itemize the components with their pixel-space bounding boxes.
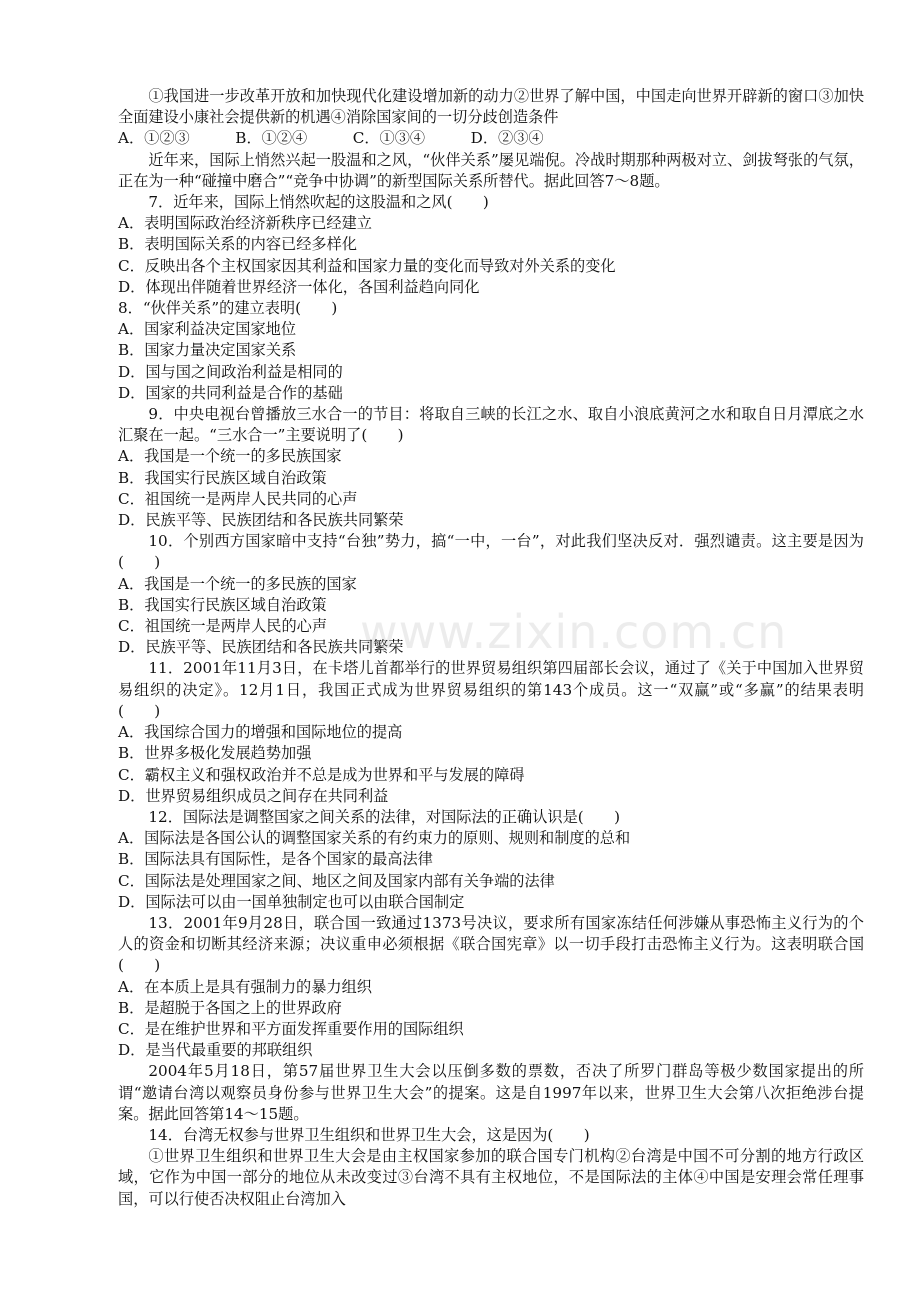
text-line: 2004年5月18日，第57届世界卫生大会以压倒多数的票数，否决了所罗门群岛等极少数国家提出的所谓“邀请台湾以观察员身份参与世界卫生大会”的提案。这是自1997年以来，世界卫生大会第八次拒绝涉台提案。据此回答第14～15题。 [118, 1062, 864, 1123]
text-line: D．体现出伴随着世界经济一体化，各国利益趋向同化 [118, 277, 480, 296]
text-line: A．我国是一个统一的多民族的国家 [118, 574, 357, 593]
text-line: 10．个别西方国家暗中支持“台独”势力，搞“一中，一台”，对此我们坚决反对．强烈谴责。这主要是因为( ) [118, 532, 864, 572]
text-line: 8．“伙伴关系”的建立表明( ) [118, 299, 338, 318]
text-line: A．我国是一个统一的多民族国家 [118, 447, 342, 466]
text-line: B．我国实行民族区域自治政策 [118, 595, 327, 614]
text-line: B．是超脱于各国之上的世界政府 [118, 998, 342, 1017]
text-line: B．国家力量决定国家关系 [118, 341, 297, 360]
text-line: D．是当代最重要的邦联组织 [118, 1041, 313, 1060]
text-line: A．表明国际政治经济新秩序已经建立 [118, 214, 372, 233]
text-line: ①世界卫生组织和世界卫生大会是由主权国家参加的联合国专门机构②台湾是中国不可分割的地方行政区域，它作为中国一部分的地位从未改变过③台湾不具有主权地位，不是国际法的主体④中国是安理会常任理事国，可以行使否决权阻止台湾加入 [118, 1147, 864, 1208]
text-line: B．表明国际关系的内容已经多样化 [118, 235, 357, 254]
text-line: 7．近年来，国际上悄然吹起的这股温和之风( ) [148, 193, 489, 212]
watermark: www.zixin.com.cn [360, 605, 788, 659]
text-line: D．世界贸易组织成员之间存在共同利益 [118, 786, 389, 805]
text-line: A．①②③ B．①②④ C．①③④ D．②③④ [118, 129, 544, 148]
text-line: D．民族平等、民族团结和各民族共同繁荣 [118, 511, 404, 530]
text-line: A．在本质上是具有强制力的暴力组织 [118, 977, 372, 996]
text-line: B．世界多极化发展趋势加强 [118, 744, 312, 763]
text-line: A．我国综合国力的增强和国际地位的提高 [118, 723, 403, 742]
text-line: 12．国际法是调整国家之间关系的法律，对国际法的正确认识是( ) [148, 807, 621, 826]
text-line: C．祖国统一是两岸人民的心声 [118, 617, 328, 636]
text-line: 9．中央电视台曾播放三水合一的节目：将取自三峡的长江之水、取自小浪底黄河之水和取自日月潭底之水汇聚在一起。“三水合一”主要说明了( ) [118, 405, 864, 445]
text-line: A．国际法是各国公认的调整国家关系的有约束力的原则、规则和制度的总和 [118, 829, 631, 848]
text-line: B．国际法具有国际性，是各个国家的最高法律 [118, 850, 433, 869]
text-line: D．国家的共同利益是合作的基础 [118, 383, 343, 402]
text-line: C．国际法是处理国家之间、地区之间及国家内部有关争端的法律 [118, 871, 555, 890]
text-line: 11．2001年11月3日，在卡塔儿首都举行的世界贸易组织第四届部长会议，通过了《关于中国加入世界贸易组织的决定》。12月1日，我国正式成为世界贸易组织的第143个成员。这一“双赢”或“多赢”的结果表明( ) [118, 659, 864, 720]
text-line: ①我国进一步改革开放和加快现代化建设增加新的动力②世界了解中国，中国走向世界开辟新的窗口③加快全面建设小康社会提供新的机遇④消除国家间的一切分歧创造条件 [118, 87, 864, 127]
text-line: 14．台湾无权参与世界卫生组织和世界卫生大会，这是因为( ) [148, 1125, 590, 1144]
text-line: C．霸权主义和强权政治并不总是成为世界和平与发展的障碍 [118, 765, 525, 784]
text-line: 13．2001年9月28日，联合国一致通过1373号决议，要求所有国家冻结任何涉嫌从事恐怖主义行为的个人的资金和切断其经济来源；决议重申必须根据《联合国宪章》以一切手段打击恐怖主义行为。这表明联合国( ) [118, 913, 864, 975]
text-line: D．民族平等、民族团结和各民族共同繁荣 [118, 638, 404, 657]
text-line: C．是在维护世界和平方面发挥重要作用的国际组织 [118, 1019, 464, 1038]
text-line: A．国家利益决定国家地位 [118, 320, 297, 339]
text-line: D．国际法可以由一国单独制定也可以由联合国制定 [118, 892, 465, 911]
text-line: D．国与国之间政治利益是相同的 [118, 362, 343, 381]
text-line: 近年来，国际上悄然兴起一股温和之风，“伙伴关系”屡见端倪。冷战时期那种两极对立、剑拔弩张的气氛，正在为一种“碰撞中磨合”“竞争中协调”的新型国际关系所替代。据此回答7～8题。 [118, 150, 864, 190]
text-line: B．我国实行民族区域自治政策 [118, 468, 327, 487]
document-body [118, 86, 864, 1210]
text-line: C．反映出各个主权国家因其利益和国家力量的变化而导致对外关系的变化 [118, 256, 616, 275]
text-line: C．祖国统一是两岸人民共同的心声 [118, 489, 358, 508]
